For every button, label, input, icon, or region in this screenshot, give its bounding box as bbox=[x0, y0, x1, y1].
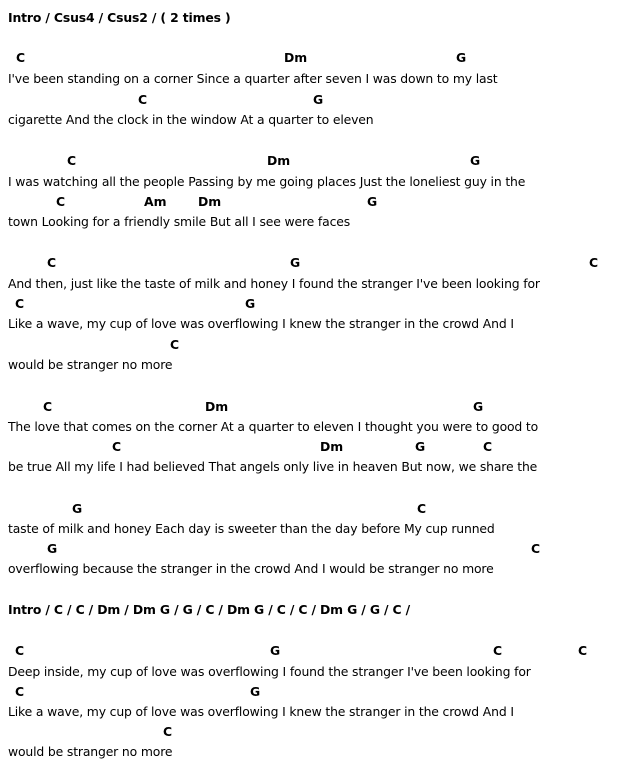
chord-label: C bbox=[47, 255, 57, 270]
chord-label: G bbox=[367, 194, 378, 209]
intro-line-2: Intro / C / C / Dm / Dm G / G / C / Dm G / C / C / Dm G / G / C / bbox=[8, 602, 411, 617]
chord-label: C bbox=[16, 50, 26, 65]
chord-label: Dm bbox=[205, 399, 229, 414]
lyric-line: town Looking for a friendly smile But all I see were faces bbox=[8, 214, 351, 229]
lyric-line: taste of milk and honey Each day is sweeter than the day before My cup runned bbox=[8, 521, 495, 536]
chord-label: Dm bbox=[198, 194, 222, 209]
lyric-line: Like a wave, my cup of love was overflowing I knew the stranger in the crowd And I bbox=[8, 316, 514, 331]
chord-label: Dm bbox=[284, 50, 308, 65]
lyric-line: And then, just like the taste of milk and honey I found the stranger I've been looking for bbox=[8, 276, 540, 291]
chord-label: C bbox=[493, 643, 503, 658]
lyric-line: cigarette And the clock in the window At a quarter to eleven bbox=[8, 112, 374, 127]
chord-label: C bbox=[56, 194, 66, 209]
chord-label: C bbox=[578, 643, 588, 658]
lyric-line: Deep inside, my cup of love was overflowing I found the stranger I've been looking for bbox=[8, 664, 531, 679]
lyric-line: I was watching all the people Passing by me going places Just the loneliest guy in the bbox=[8, 174, 526, 189]
chord-label: Am bbox=[144, 194, 167, 209]
lyric-line: Like a wave, my cup of love was overflowing I knew the stranger in the crowd And I bbox=[8, 704, 514, 719]
chord-label: G bbox=[473, 399, 484, 414]
chord-label: G bbox=[470, 153, 481, 168]
chord-label: C bbox=[15, 296, 25, 311]
chord-label: C bbox=[163, 724, 173, 739]
chord-label: C bbox=[417, 501, 427, 516]
lyric-line: would be stranger no more bbox=[8, 357, 173, 372]
chord-label: G bbox=[47, 541, 58, 556]
chord-label: G bbox=[72, 501, 83, 516]
chord-label: C bbox=[170, 337, 180, 352]
chord-label: G bbox=[456, 50, 467, 65]
chord-label: G bbox=[250, 684, 261, 699]
chord-label: C bbox=[67, 153, 77, 168]
chord-label: C bbox=[589, 255, 599, 270]
chord-label: G bbox=[245, 296, 256, 311]
chord-label: G bbox=[290, 255, 301, 270]
chord-label: G bbox=[415, 439, 426, 454]
chord-label: Dm bbox=[320, 439, 344, 454]
chord-label: C bbox=[531, 541, 541, 556]
chord-label: C bbox=[15, 643, 25, 658]
chord-label: G bbox=[270, 643, 281, 658]
chord-label: C bbox=[112, 439, 122, 454]
lyric-line: would be stranger no more bbox=[8, 744, 173, 759]
chord-label: C bbox=[483, 439, 493, 454]
chord-label: G bbox=[313, 92, 324, 107]
chord-label: C bbox=[15, 684, 25, 699]
intro-line: Intro / Csus4 / Csus2 / ( 2 times ) bbox=[8, 10, 231, 25]
lyric-line: I've been standing on a corner Since a quarter after seven I was down to my last bbox=[8, 71, 498, 86]
chord-label: C bbox=[138, 92, 148, 107]
lyric-line: overflowing because the stranger in the crowd And I would be stranger no more bbox=[8, 561, 494, 576]
lyric-line: The love that comes on the corner At a quarter to eleven I thought you were to good to bbox=[8, 419, 539, 434]
lyric-line: be true All my life I had believed That angels only live in heaven But now, we share the bbox=[8, 459, 538, 474]
chord-label: Dm bbox=[267, 153, 291, 168]
chord-label: C bbox=[43, 399, 53, 414]
